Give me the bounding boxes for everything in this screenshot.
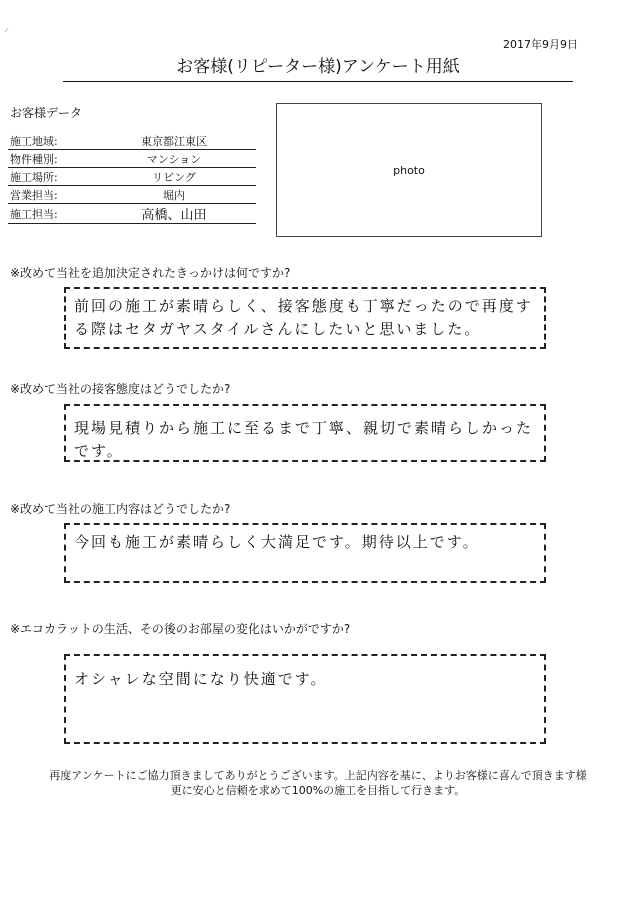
- data-row-sales-rep: [8, 186, 256, 204]
- answer-2: 現場見積りから施工に至るまで丁寧、親切で素晴らしかったです。: [64, 404, 546, 462]
- answer-4: オシャレな空間になり快適です。: [64, 654, 546, 744]
- page-title: [63, 52, 573, 82]
- photo-label: photo: [393, 163, 425, 177]
- property-type-label: 物件種別:: [8, 150, 92, 168]
- installer-value: 高橋、山田: [92, 204, 256, 224]
- property-type-value: マンション: [92, 150, 256, 168]
- location-label: 施工場所:: [8, 168, 92, 186]
- installer-label: 施工担当:: [8, 204, 92, 224]
- survey-date: 2017年9月9日: [503, 38, 578, 51]
- area-value: 東京都江東区: [92, 132, 256, 150]
- footer-line-2: 更に安心と信頼を求めて100%の施工を目指して行きます。: [170, 784, 466, 797]
- question-1: ※改めて当社を追加決定されたきっかけは何ですか?: [10, 266, 291, 280]
- sales-rep-label: 営業担当:: [8, 186, 92, 204]
- question-2: ※改めて当社の接客態度はどうでしたか?: [10, 382, 231, 396]
- answer-3: 今回も施工が素晴らしく大満足です。期待以上です。: [64, 523, 546, 583]
- question-4: ※エコカラットの生活、その後のお部屋の変化はいかがですか?: [10, 622, 351, 636]
- question-3: ※改めて当社の施工内容はどうでしたか?: [10, 502, 231, 516]
- customer-data-table: [8, 132, 256, 224]
- footer-line-1: 再度アンケートにご協力頂きましてありがとうございます。上記内容を基に、よりお客様に喜んで頂きます様: [49, 769, 587, 782]
- area-label: 施工地域:: [8, 132, 92, 150]
- data-row-area: [8, 132, 256, 150]
- page-title-text: お客様(リピーター様)アンケート用紙: [176, 57, 460, 77]
- answer-1: 前回の施工が素晴らしく、接客態度も丁寧だったので再度する際はセタガヤスタイルさんにしたいと思いました。: [64, 287, 546, 349]
- sales-rep-value: 堀内: [92, 186, 256, 204]
- photo-placeholder: [276, 103, 542, 237]
- data-row-installer: [8, 204, 256, 224]
- location-value: リビング: [92, 168, 256, 186]
- customer-data-heading: お客様データ: [10, 106, 83, 120]
- scan-mark: ⸝: [4, 23, 9, 34]
- footer-note: [20, 768, 616, 798]
- data-row-property-type: [8, 150, 256, 168]
- data-row-location: [8, 168, 256, 186]
